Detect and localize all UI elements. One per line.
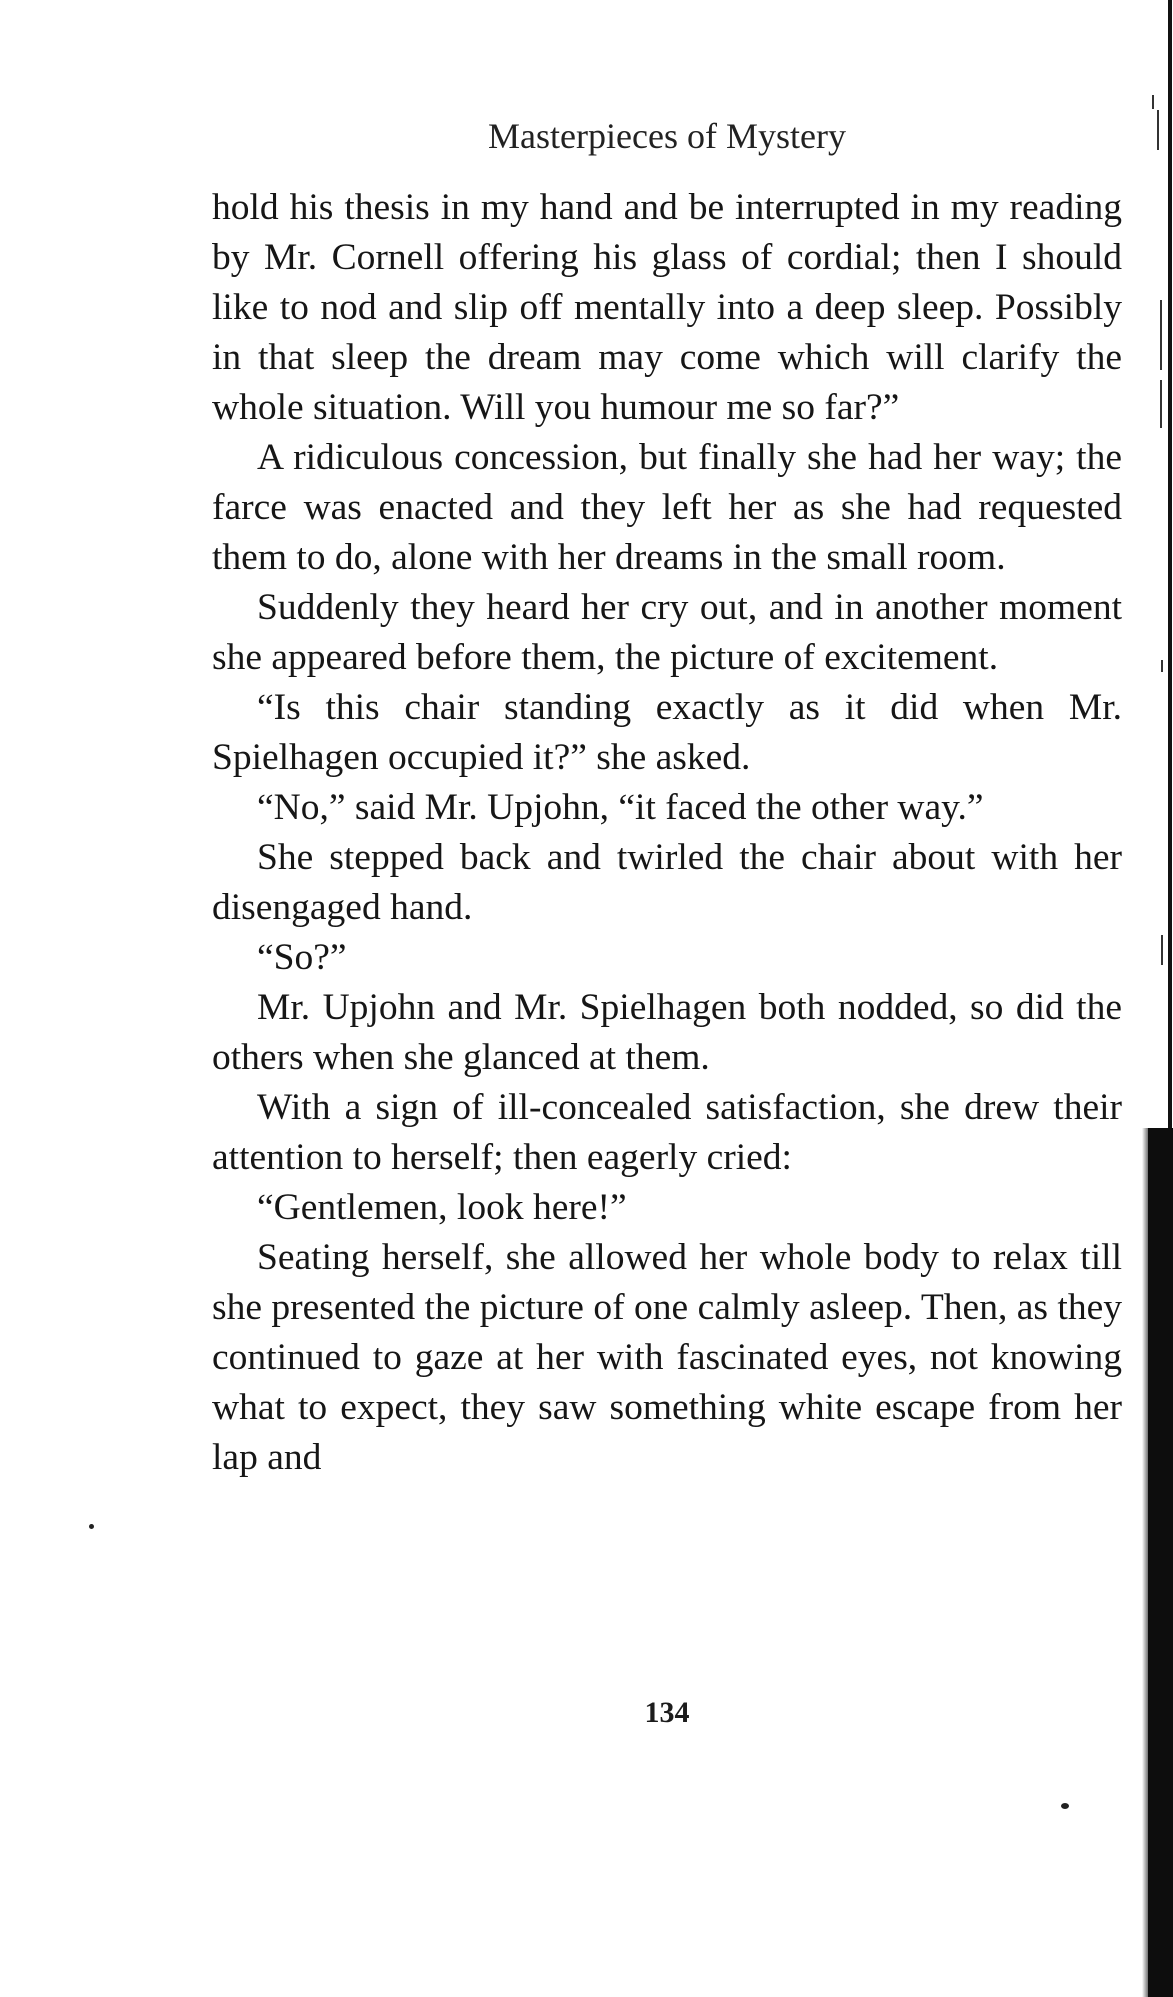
paragraph: She stepped back and twirled the chair about with her disengaged hand. [212,837,1122,928]
paragraph: “No,” said Mr. Upjohn, “it faced the other way.” [257,787,984,828]
scan-speck [1161,660,1163,672]
page-number: 134 [644,1696,690,1729]
body-text [212,183,1122,1483]
scan-edge-shadow [1148,1128,1173,1997]
paragraph: Seating herself, she allowed her whole body to relax till she presented the picture of one calmly asleep. Then, as they continued to gaze at her with fascinated eyes, not knowing what to expect, they saw something white escape from her lap and [212,1237,1122,1478]
paragraph: hold his thesis in my hand and be interrupted in my reading by Mr. Cornell offering his glass of cordial; then I should like to nod and slip off mentally into a deep sleep. Possibly in that sleep the dream may come which will clarify the whole situation. Will you humour me so far?” [212,187,1122,428]
scan-speck [1160,300,1162,370]
paragraph: “Gentlemen, look here!” [257,1187,627,1228]
scan-speck [1160,380,1162,428]
paragraph: Suddenly they heard her cry out, and in another moment she appeared before them, the picture of excitement. [212,587,1122,678]
paragraph: With a sign of ill-concealed satisfaction, she drew their attention to herself; then eagerly cried: [212,1087,1122,1178]
paragraph: “So?” [257,937,347,978]
paragraph: A ridiculous concession, but finally she had her way; the farce was enacted and they left her as she had requested them to do, alone with her dreams in the small room. [212,437,1122,578]
running-head: Masterpieces of Mystery [488,116,846,156]
scan-speck [89,1524,94,1529]
paragraph: “Is this chair standing exactly as it did when Mr. Spielhagen occupied it?” she asked. [212,687,1122,778]
paragraph: Mr. Upjohn and Mr. Spielhagen both nodded, so did the others when she glanced at them. [212,987,1122,1078]
scan-speck [1161,935,1163,965]
scan-edge-line [1168,0,1172,1130]
scan-speck [1157,110,1159,150]
scan-speck [1061,1803,1069,1809]
scan-speck [1152,95,1154,109]
